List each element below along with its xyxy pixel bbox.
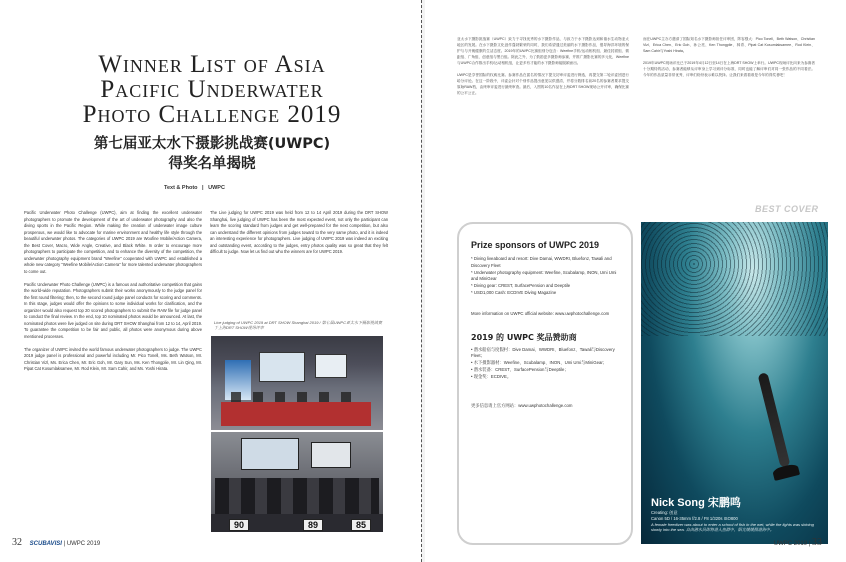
photo-caption: Live judging of UWPC 2019 at DRT SHOW Shanghai 2019 / 第七届UWPC亚太水下摄影挑战赛于上海DRT SHOW现场评审 xyxy=(214,320,382,330)
freediver-image xyxy=(758,372,791,468)
paragraph: Pacific Underwater Photo Challenge (UWPC) is a famous and authoritative competition that gains the world-wide reputation. Photographers submit their works anonymously to the judge panel for the first round filtering; then, to the second round judge panel conducts for scoring and comments. In this stage, judges would offer the opinions to some individual works for clarification, and the organizer would also request top 20 scored photographers to submit the RAW file for judge panel to conduct the final review. In the end, top 10 nominated photos would be announced. At last, the nominated photos were live judged on site during DRT SHOW Shanghai from 12 to 14, April 2019. To guarantee the competition to be fair and public, all photos were anonymous during above mentioned processes. xyxy=(24,281,202,339)
score-card: 90 xyxy=(229,519,249,531)
body-column-2 xyxy=(210,210,388,262)
title-cn-line: 得奖名单揭晓 xyxy=(168,156,256,172)
issue-label: UWPC 2019 xyxy=(66,541,101,547)
photo-camera: Canon 5D / 16-35mm f/2.8 / F8 1/320s ISO800 xyxy=(651,515,738,521)
list-item: * Diving gear: CREST, SurfacePension and Deeptile xyxy=(471,283,571,289)
page-number: 33 xyxy=(812,537,822,548)
body-column-cn-2 xyxy=(643,36,815,84)
magazine-brand: SCUBAVISI xyxy=(29,541,62,547)
sponsor-info-cn: 更多信息请上官方网站：www.uwphotochallenge.com xyxy=(471,402,573,408)
paragraph: The Live judging for UWPC 2019 was held from 12 to 14 April 2019 during the DRT SHOW Shanghai, live judging of UWPC has been the most expected event, not only the participant can learn the scoring standard from judges and get well-prepared for the next competition, but also can understand the different opinions from judges toward to the very same photo, and it is indeed an interesting experience for photographers. Live judging of UWPC 2019 was indeed an exciting and outstanding event, according to the judges, entry photos quality was so great that they felt difficult to judge. Now let us find out who the winners are for UWPC 2019. xyxy=(210,210,388,254)
page-footer-right: UWPC 2019 | 33 xyxy=(773,537,822,548)
score-card: 85 xyxy=(351,519,371,531)
body-column-cn-1 xyxy=(457,36,629,102)
paragraph: Pacific Underwater Photo Challenge (UWPC), aim at finding the excellent underwater photographers to promote the development of the art of underwater photography and also the diving sports in the Pacific Region. While making the creation of underwater image culture prosperous, we would like to advocate for marine environment and healthy life style through the beautiful underwater photos. The categories of UWPC 2019 are Woofine Mobile/Action Camera, the Best Cover, Macro, Wide Angle, Creative, and Black White. In order to encourage more photographers to participate the competition, and to enhance the diversity of the competition, the underwater photography equipment brand "Weefine" cooperated with UWPC and established a whole new category "Weefine Mobile/Action Camera" for more talented underwater photographers to come out. xyxy=(24,210,202,274)
issue-label: UWPC 2019 xyxy=(773,541,808,547)
paragraph: 2019年UWPC现场评比已于2019年4月12日至14日在上海DRT SHOW上举行。UWPC现场评比向来为参赛者十分期待的活动，参赛者能够从评审身上学习到评分标准，同时也能了解评审们对同一张作品的不同看法。今年的作品质量非常优秀，评审们纷纷表示难以抉择。让我们来看看谁是今年的得奖者吧！ xyxy=(643,61,815,77)
photo-caption: A female freediver was about to enter a school of fish in the wet, while the lights was shining slowly into the sea. 自由潜水员即将进入鱼群中，阳光缓缓照进海中。 xyxy=(651,522,814,532)
title-cn-line: 第七届亚太水下摄影挑战赛(UWPC) xyxy=(93,136,331,152)
best-cover-label: BEST COVER xyxy=(755,204,819,214)
sponsor-list-cn xyxy=(471,347,619,381)
sponsor-title-en: Prize sponsors of UWPC 2019 xyxy=(471,240,600,250)
article-title-cn xyxy=(52,134,372,174)
byline-label: Text & Photo xyxy=(164,185,198,191)
live-judging-photo-panel xyxy=(211,432,383,532)
paragraph: 而在UWPC主办方邀请了国际知名水下摄影师担任评审团，阵容强大：Pico Tonell、Beth Watson、Christian Vizl、Erica Chen、Eric Goh、孙公亮、Ken Thongplie、林青、Pipat Cat Kosumlaksamee、Rod Klein、Sam Cahir与Yoshi Hirata。 xyxy=(643,37,815,53)
sponsor-box xyxy=(457,222,633,545)
left-page xyxy=(0,0,421,562)
list-item: • 潜水装备：CREST、SurfacePension与Deeptile； xyxy=(471,366,569,372)
best-cover-photo xyxy=(641,222,828,544)
list-item: • 潜水船宿与度假村：Dive Damai、WWDRI、Bluefonz、Tawali与Discovery Fleet； xyxy=(471,346,615,359)
page-number: 32 xyxy=(12,537,22,548)
photo-category: Creating: 创意 xyxy=(651,510,678,515)
right-page xyxy=(425,0,846,562)
live-judging-photo-stage xyxy=(211,336,383,430)
fish-school-image xyxy=(641,222,828,336)
body-column-1 xyxy=(24,210,202,379)
byline-author: UWPC xyxy=(208,185,225,191)
sponsor-title-cn: 2019 的 UWPC 奖品赞助商 xyxy=(471,332,577,342)
sponsor-list-en xyxy=(471,256,619,297)
list-item: * Underwater photography equipment: Weefine, Scubalamp, INON, Umi Umi and MiniGear xyxy=(471,269,617,282)
article-title-en xyxy=(52,52,372,127)
paragraph: The organizer of UWPC invited the world famous underwater photographers to judge. The UWPC 2019 judge panel is professional and powerful including Mr. Pico Tonell, Ms. Beth Watson, Mr. Christian Vizl, Ms. Erica Chen, Mr. Eric Goh, Mr. Gary Sun, Ms. Ken Thongplie, Mr. Lin Qing, Mr. Pipat Cat Kosumlaksamee, Mr. Rod Klein, Mr. Sam Cahir, and Ms. Yoshi Hirata. xyxy=(24,346,202,371)
list-item: * USD1,000 Cash: ECDIVE Diving Magazine xyxy=(471,289,557,295)
title-en-line: Winner List of Asia xyxy=(98,51,326,78)
paragraph: UWPC是享誉国际的权威比赛。参赛作品在匿名的情况下提交初审评委进行筛选，再提交第二轮评委团进行给分评论。在这一阶段中，评委会针对个别作品提出意见以供澄清，并将分数排名前20名的参赛者要求提交原始RAW档，由终审评委进行最终审查。最后，入围的10名作品在上海DRT SHOW现场公开评审，确保比赛的公平公正。 xyxy=(457,73,629,95)
page-footer-left: 32 SCUBAVISI | UWPC 2019 xyxy=(12,537,101,548)
photographer-name: Nick Song 宋鹏鸣 xyxy=(651,497,741,509)
byline: Text & Photo | UWPC xyxy=(164,185,225,191)
title-en-line: Pacific Underwater xyxy=(100,76,324,103)
title-en-line: Photo Challenge 2019 xyxy=(82,101,342,128)
list-item: • 现金奖：ECDIVE。 xyxy=(471,373,512,379)
list-item: * Diving liveaboard and resort: Dive Damai, WWDRI, Bluefonz, Tawali and Discovery Fleet xyxy=(471,256,612,268)
list-item: • 水下摄影器材：Weefine、Scubalamp、INON、Umi Umi与MiniGear； xyxy=(471,360,608,366)
paragraph: 亚太水下摄影挑战赛（UWPC）致力于寻找优秀的水下摄影作品，与致力于水下摄影达到和谐水生动物亚太地区的发展。在水下摄影文化创作蓬勃繁荣的同时，我们希望通过美丽的水下摄影作品，倡导海洋环境的保护与与开朗健康的生活态度。2019年的UWPC比赛组别分包含：Weefine手机/运动相机组、最佳封面组、微距组、广角组、创意组与黑白组。除此之外，为了鼓励更多摄影师参赛，并推广摄影比赛的多元化，Weefine与UWPC合作推出手机/运动相机组，让更多有才能的水下摄影师能脱颖而出。 xyxy=(457,37,629,65)
sponsor-info-en: More information on UWPC official website: www.uwphotochallenge.com xyxy=(471,310,610,316)
score-card: 89 xyxy=(303,519,323,531)
photo-meta xyxy=(651,510,738,521)
